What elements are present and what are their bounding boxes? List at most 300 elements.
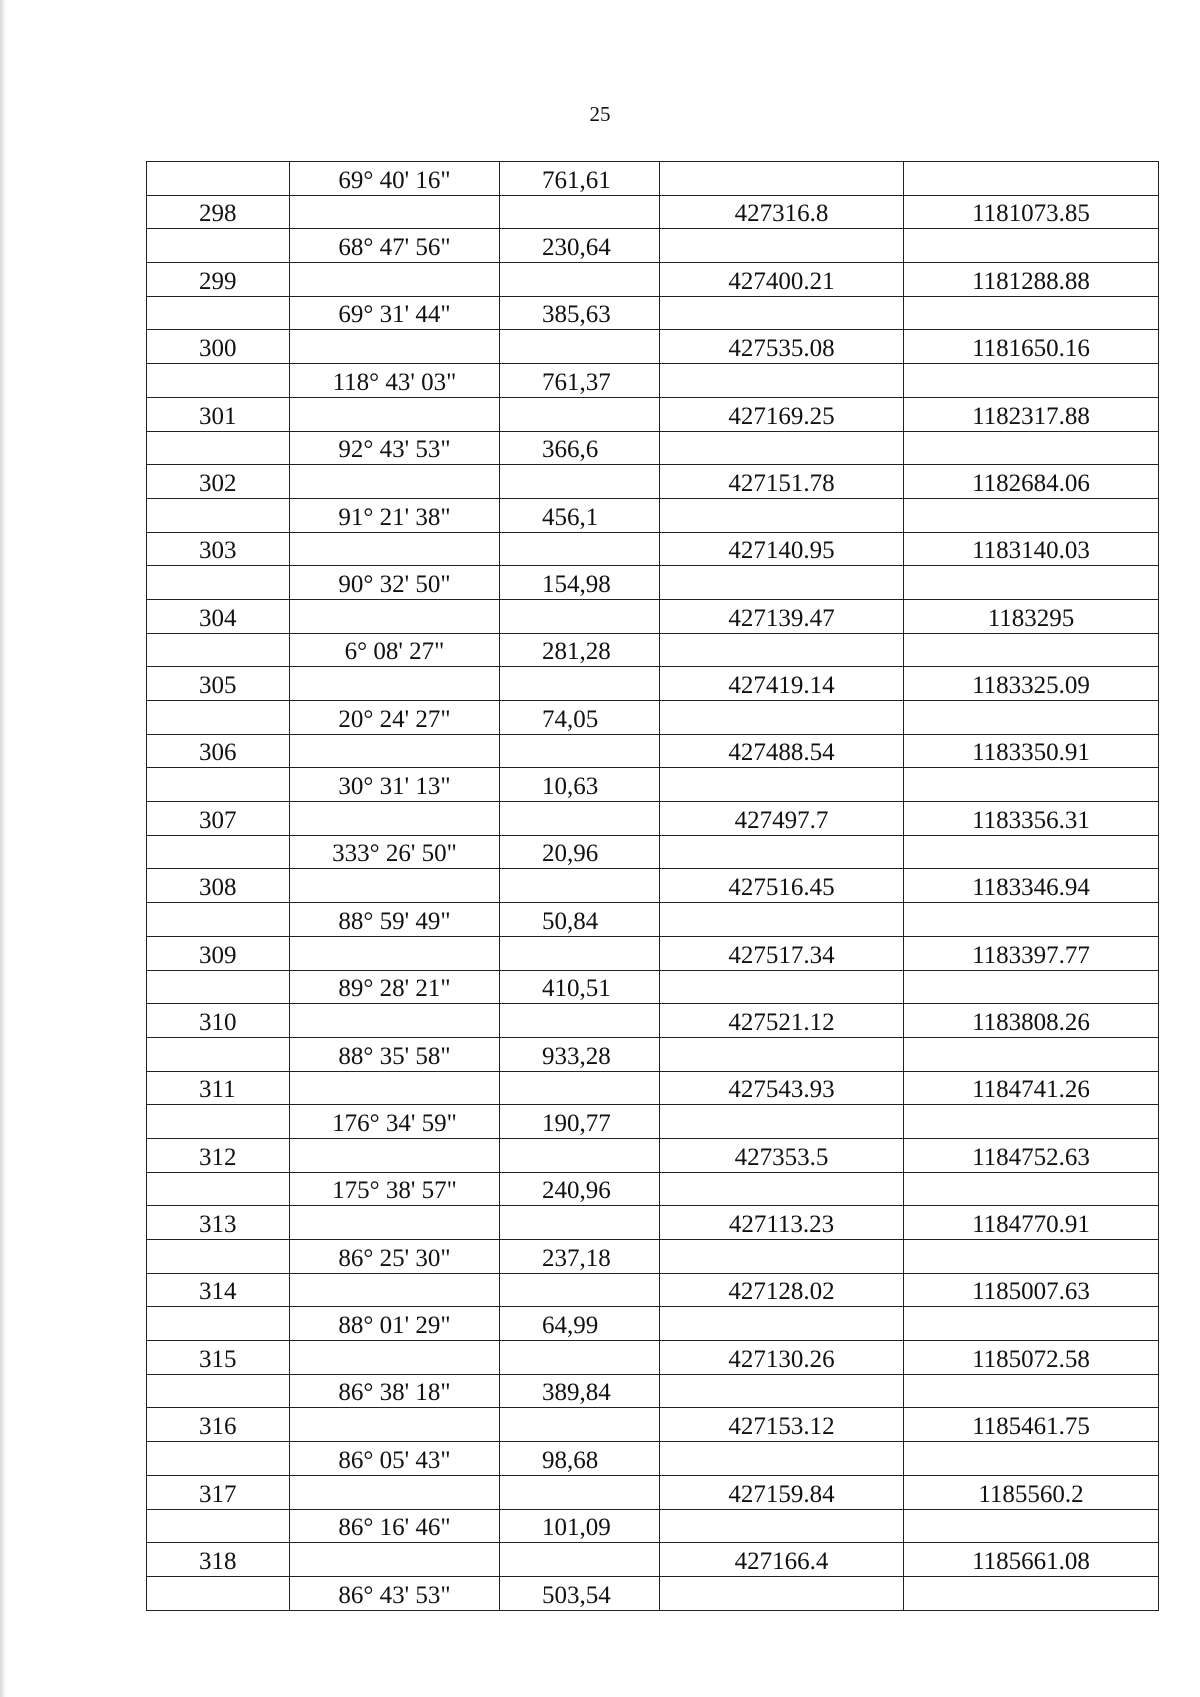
x-coordinate-cell bbox=[660, 599, 904, 633]
point-number-cell-text: 309 bbox=[199, 941, 237, 969]
direction-angle-cell-text: 333° 26' 50" bbox=[332, 840, 457, 868]
distance-cell-text: 154,98 bbox=[542, 570, 611, 598]
point-number-cell-text: 305 bbox=[199, 672, 237, 699]
y-coordinate-cell bbox=[904, 701, 1159, 735]
y-coordinate-cell-text: 1185560.2 bbox=[978, 1480, 1084, 1508]
y-coordinate-cell-text: 1185661.08 bbox=[972, 1547, 1090, 1575]
direction-angle-cell bbox=[290, 802, 500, 836]
point-number-cell-text: 313 bbox=[199, 1211, 237, 1238]
x-coordinate-cell-text: 427516.45 bbox=[728, 874, 835, 902]
direction-angle-cell bbox=[290, 1475, 500, 1509]
direction-angle-cell bbox=[290, 936, 500, 970]
distance-cell bbox=[500, 1240, 660, 1274]
direction-angle-cell bbox=[290, 768, 500, 802]
x-coordinate-cell-text: 427419.14 bbox=[728, 672, 835, 699]
table-row bbox=[147, 431, 1159, 465]
y-coordinate-cell-text: 1183397.77 bbox=[972, 941, 1090, 969]
distance-cell bbox=[500, 1105, 660, 1139]
y-coordinate-cell bbox=[904, 465, 1159, 499]
point-number-cell bbox=[147, 1341, 290, 1375]
point-number-cell bbox=[147, 1172, 290, 1206]
point-number-cell bbox=[147, 599, 290, 633]
y-coordinate-cell-text: 1183346.94 bbox=[972, 874, 1090, 902]
y-coordinate-cell bbox=[904, 296, 1159, 330]
x-coordinate-cell bbox=[660, 1307, 904, 1341]
distance-cell bbox=[500, 1509, 660, 1543]
table-row bbox=[147, 1341, 1159, 1375]
distance-cell-text: 190,77 bbox=[542, 1109, 611, 1137]
direction-angle-cell bbox=[290, 162, 500, 196]
x-coordinate-cell-text: 427497.7 bbox=[734, 806, 829, 834]
table-row bbox=[147, 1509, 1159, 1543]
distance-cell bbox=[500, 162, 660, 196]
direction-angle-cell-text: 6° 08' 27" bbox=[344, 638, 445, 666]
table-row bbox=[147, 734, 1159, 768]
point-number-cell-text: 302 bbox=[199, 469, 237, 497]
y-coordinate-cell-text: 1183356.31 bbox=[972, 806, 1090, 834]
distance-cell bbox=[500, 195, 660, 229]
point-number-cell bbox=[147, 263, 290, 297]
y-coordinate-cell bbox=[904, 229, 1159, 263]
table-row bbox=[147, 1543, 1159, 1577]
y-coordinate-cell bbox=[904, 633, 1159, 667]
x-coordinate-cell bbox=[660, 1240, 904, 1274]
y-coordinate-cell bbox=[904, 162, 1159, 196]
table-row bbox=[147, 195, 1159, 229]
distance-cell bbox=[500, 970, 660, 1004]
direction-angle-cell-text: 86° 05' 43" bbox=[338, 1446, 451, 1474]
distance-cell bbox=[500, 532, 660, 566]
y-coordinate-cell bbox=[904, 364, 1159, 398]
x-coordinate-cell-text: 427151.78 bbox=[728, 469, 835, 497]
x-coordinate-cell bbox=[660, 1206, 904, 1240]
x-coordinate-cell-text: 427166.4 bbox=[734, 1547, 829, 1575]
direction-angle-cell bbox=[290, 599, 500, 633]
y-coordinate-cell bbox=[904, 970, 1159, 1004]
distance-cell bbox=[500, 1475, 660, 1509]
table-row bbox=[147, 599, 1159, 633]
y-coordinate-cell-text: 1181288.88 bbox=[972, 267, 1090, 295]
point-number-cell bbox=[147, 397, 290, 431]
point-number-cell bbox=[147, 1206, 290, 1240]
point-number-cell bbox=[147, 229, 290, 263]
point-number-cell bbox=[147, 1408, 290, 1442]
point-number-cell bbox=[147, 162, 290, 196]
x-coordinate-cell bbox=[660, 1105, 904, 1139]
point-number-cell bbox=[147, 1374, 290, 1408]
direction-angle-cell-text: 118° 43' 03" bbox=[332, 368, 457, 396]
x-coordinate-cell bbox=[660, 633, 904, 667]
point-number-cell bbox=[147, 835, 290, 869]
direction-angle-cell bbox=[290, 734, 500, 768]
table-row bbox=[147, 1138, 1159, 1172]
point-number-cell bbox=[147, 633, 290, 667]
direction-angle-cell-text: 69° 31' 44" bbox=[338, 301, 451, 329]
direction-angle-cell bbox=[290, 1307, 500, 1341]
y-coordinate-cell bbox=[904, 1475, 1159, 1509]
direction-angle-cell bbox=[290, 296, 500, 330]
table-row bbox=[147, 633, 1159, 667]
table-row bbox=[147, 835, 1159, 869]
point-number-cell-text: 299 bbox=[199, 267, 237, 295]
direction-angle-cell-text: 68° 47' 56" bbox=[338, 234, 451, 262]
x-coordinate-cell-text: 427130.26 bbox=[728, 1345, 835, 1373]
point-number-cell bbox=[147, 1037, 290, 1071]
direction-angle-cell bbox=[290, 1138, 500, 1172]
x-coordinate-cell-text: 427517.34 bbox=[728, 941, 835, 969]
y-coordinate-cell bbox=[904, 1408, 1159, 1442]
point-number-cell bbox=[147, 1105, 290, 1139]
distance-cell bbox=[500, 1374, 660, 1408]
x-coordinate-cell bbox=[660, 1138, 904, 1172]
point-number-cell bbox=[147, 970, 290, 1004]
point-number-cell bbox=[147, 936, 290, 970]
direction-angle-cell bbox=[290, 195, 500, 229]
x-coordinate-cell bbox=[660, 1543, 904, 1577]
y-coordinate-cell bbox=[904, 1307, 1159, 1341]
direction-angle-cell-text: 20° 24' 27" bbox=[338, 705, 451, 733]
point-number-cell-text: 307 bbox=[199, 806, 237, 834]
direction-angle-cell-text: 86° 38' 18" bbox=[338, 1379, 451, 1407]
y-coordinate-cell bbox=[904, 835, 1159, 869]
y-coordinate-cell-text: 1185072.58 bbox=[972, 1345, 1090, 1373]
direction-angle-cell bbox=[290, 1240, 500, 1274]
y-coordinate-cell-text: 1185007.63 bbox=[972, 1278, 1090, 1306]
x-coordinate-cell-text: 427353.5 bbox=[734, 1143, 829, 1171]
direction-angle-cell-text: 88° 01' 29" bbox=[338, 1312, 451, 1340]
x-coordinate-cell-text: 427139.47 bbox=[728, 604, 835, 632]
point-number-cell bbox=[147, 768, 290, 802]
direction-angle-cell bbox=[290, 465, 500, 499]
y-coordinate-cell-text: 1181650.16 bbox=[972, 335, 1090, 363]
direction-angle-cell-text: 86° 16' 46" bbox=[338, 1514, 451, 1542]
x-coordinate-cell bbox=[660, 330, 904, 364]
table-row bbox=[147, 869, 1159, 903]
distance-cell bbox=[500, 869, 660, 903]
distance-cell bbox=[500, 566, 660, 600]
coordinates-table bbox=[146, 161, 1159, 1611]
distance-cell bbox=[500, 903, 660, 937]
y-coordinate-cell bbox=[904, 1240, 1159, 1274]
distance-cell bbox=[500, 263, 660, 297]
x-coordinate-cell bbox=[660, 1374, 904, 1408]
direction-angle-cell bbox=[290, 835, 500, 869]
distance-cell-text: 20,96 bbox=[542, 840, 599, 868]
x-coordinate-cell bbox=[660, 498, 904, 532]
y-coordinate-cell-text: 1183350.91 bbox=[972, 739, 1090, 767]
distance-cell bbox=[500, 330, 660, 364]
direction-angle-cell bbox=[290, 1037, 500, 1071]
table-row bbox=[147, 701, 1159, 735]
distance-cell bbox=[500, 431, 660, 465]
direction-angle-cell bbox=[290, 397, 500, 431]
table-row bbox=[147, 1240, 1159, 1274]
y-coordinate-cell bbox=[904, 532, 1159, 566]
distance-cell-text: 98,68 bbox=[542, 1446, 599, 1474]
y-coordinate-cell bbox=[904, 1576, 1159, 1610]
table-row bbox=[147, 397, 1159, 431]
point-number-cell bbox=[147, 1475, 290, 1509]
direction-angle-cell bbox=[290, 1509, 500, 1543]
table-row bbox=[147, 1105, 1159, 1139]
distance-cell bbox=[500, 1442, 660, 1476]
table-row bbox=[147, 936, 1159, 970]
x-coordinate-cell bbox=[660, 364, 904, 398]
y-coordinate-cell bbox=[904, 1172, 1159, 1206]
x-coordinate-cell bbox=[660, 296, 904, 330]
direction-angle-cell bbox=[290, 1004, 500, 1038]
direction-angle-cell bbox=[290, 1105, 500, 1139]
point-number-cell bbox=[147, 465, 290, 499]
x-coordinate-cell-text: 427488.54 bbox=[728, 739, 835, 767]
y-coordinate-cell-text: 1184752.63 bbox=[972, 1143, 1090, 1171]
y-coordinate-cell bbox=[904, 498, 1159, 532]
point-number-cell bbox=[147, 1442, 290, 1476]
y-coordinate-cell-text: 1182684.06 bbox=[972, 469, 1090, 497]
point-number-cell-text: 308 bbox=[199, 874, 237, 902]
table-row bbox=[147, 1037, 1159, 1071]
point-number-cell-text: 303 bbox=[199, 537, 237, 565]
direction-angle-cell bbox=[290, 1206, 500, 1240]
x-coordinate-cell bbox=[660, 1408, 904, 1442]
distance-cell-text: 230,64 bbox=[542, 234, 611, 262]
y-coordinate-cell bbox=[904, 936, 1159, 970]
table-row bbox=[147, 1576, 1159, 1610]
point-number-cell bbox=[147, 1307, 290, 1341]
distance-cell bbox=[500, 768, 660, 802]
x-coordinate-cell-text: 427521.12 bbox=[728, 1008, 835, 1036]
point-number-cell bbox=[147, 1543, 290, 1577]
distance-cell bbox=[500, 465, 660, 499]
x-coordinate-cell bbox=[660, 1172, 904, 1206]
x-coordinate-cell-text: 427159.84 bbox=[728, 1480, 835, 1508]
table-row bbox=[147, 970, 1159, 1004]
point-number-cell bbox=[147, 1071, 290, 1105]
distance-cell bbox=[500, 1307, 660, 1341]
x-coordinate-cell bbox=[660, 835, 904, 869]
point-number-cell-text: 306 bbox=[199, 739, 237, 767]
direction-angle-cell bbox=[290, 633, 500, 667]
x-coordinate-cell bbox=[660, 802, 904, 836]
y-coordinate-cell-text: 1183325.09 bbox=[972, 672, 1090, 699]
direction-angle-cell-text: 88° 59' 49" bbox=[338, 907, 451, 935]
point-number-cell bbox=[147, 1509, 290, 1543]
x-coordinate-cell-text: 427153.12 bbox=[728, 1413, 835, 1441]
direction-angle-cell bbox=[290, 1543, 500, 1577]
y-coordinate-cell bbox=[904, 330, 1159, 364]
x-coordinate-cell bbox=[660, 229, 904, 263]
distance-cell bbox=[500, 667, 660, 701]
table-row bbox=[147, 768, 1159, 802]
point-number-cell bbox=[147, 1240, 290, 1274]
direction-angle-cell bbox=[290, 1172, 500, 1206]
distance-cell bbox=[500, 802, 660, 836]
y-coordinate-cell-text: 1184770.91 bbox=[972, 1211, 1090, 1238]
coordinates-table-body bbox=[147, 162, 1159, 1611]
y-coordinate-cell bbox=[904, 195, 1159, 229]
direction-angle-cell bbox=[290, 532, 500, 566]
direction-angle-cell-text: 90° 32' 50" bbox=[338, 570, 451, 598]
direction-angle-cell-text: 88° 35' 58" bbox=[338, 1042, 451, 1070]
distance-cell bbox=[500, 1576, 660, 1610]
distance-cell bbox=[500, 397, 660, 431]
direction-angle-cell bbox=[290, 701, 500, 735]
distance-cell-text: 50,84 bbox=[542, 907, 599, 935]
table-row bbox=[147, 296, 1159, 330]
direction-angle-cell bbox=[290, 263, 500, 297]
point-number-cell bbox=[147, 364, 290, 398]
x-coordinate-cell bbox=[660, 936, 904, 970]
y-coordinate-cell-text: 1182317.88 bbox=[972, 402, 1090, 430]
direction-angle-cell-text: 69° 40' 16" bbox=[338, 166, 451, 194]
y-coordinate-cell bbox=[904, 1138, 1159, 1172]
distance-cell bbox=[500, 1071, 660, 1105]
table-row bbox=[147, 667, 1159, 701]
table-row bbox=[147, 364, 1159, 398]
x-coordinate-cell-text: 427169.25 bbox=[728, 402, 835, 430]
point-number-cell bbox=[147, 701, 290, 735]
point-number-cell bbox=[147, 1273, 290, 1307]
point-number-cell bbox=[147, 498, 290, 532]
x-coordinate-cell bbox=[660, 431, 904, 465]
y-coordinate-cell-text: 1183295 bbox=[987, 604, 1075, 632]
x-coordinate-cell bbox=[660, 1071, 904, 1105]
table-row bbox=[147, 1273, 1159, 1307]
distance-cell bbox=[500, 1273, 660, 1307]
x-coordinate-cell bbox=[660, 667, 904, 701]
x-coordinate-cell bbox=[660, 397, 904, 431]
page-number: 25 bbox=[589, 102, 611, 126]
table-row bbox=[147, 229, 1159, 263]
y-coordinate-cell bbox=[904, 1341, 1159, 1375]
y-coordinate-cell bbox=[904, 869, 1159, 903]
table-row bbox=[147, 1442, 1159, 1476]
y-coordinate-cell-text: 1183808.26 bbox=[972, 1008, 1090, 1036]
point-number-cell bbox=[147, 566, 290, 600]
direction-angle-cell-text: 86° 43' 53" bbox=[338, 1581, 451, 1609]
direction-angle-cell bbox=[290, 330, 500, 364]
direction-angle-cell bbox=[290, 1576, 500, 1610]
x-coordinate-cell-text: 427400.21 bbox=[728, 267, 835, 295]
y-coordinate-cell bbox=[904, 734, 1159, 768]
x-coordinate-cell bbox=[660, 1004, 904, 1038]
direction-angle-cell-text: 91° 21' 38" bbox=[338, 503, 451, 531]
scan-edge-shadow bbox=[0, 0, 6, 1697]
distance-cell-text: 74,05 bbox=[542, 705, 599, 733]
distance-cell-text: 366,6 bbox=[542, 436, 599, 464]
y-coordinate-cell bbox=[904, 1004, 1159, 1038]
direction-angle-cell bbox=[290, 667, 500, 701]
point-number-cell bbox=[147, 734, 290, 768]
x-coordinate-cell bbox=[660, 869, 904, 903]
distance-cell-text: 389,84 bbox=[542, 1379, 611, 1407]
table-row bbox=[147, 162, 1159, 196]
y-coordinate-cell bbox=[904, 1105, 1159, 1139]
table-row bbox=[147, 566, 1159, 600]
point-number-cell-text: 318 bbox=[199, 1547, 237, 1575]
direction-angle-cell bbox=[290, 364, 500, 398]
x-coordinate-cell-text: 427113.23 bbox=[728, 1211, 835, 1238]
point-number-cell-text: 304 bbox=[199, 604, 237, 632]
point-number-cell bbox=[147, 431, 290, 465]
x-coordinate-cell bbox=[660, 768, 904, 802]
distance-cell-text: 64,99 bbox=[542, 1312, 599, 1340]
y-coordinate-cell bbox=[904, 431, 1159, 465]
distance-cell bbox=[500, 364, 660, 398]
y-coordinate-cell bbox=[904, 1543, 1159, 1577]
y-coordinate-cell bbox=[904, 1071, 1159, 1105]
y-coordinate-cell bbox=[904, 263, 1159, 297]
y-coordinate-cell bbox=[904, 1509, 1159, 1543]
x-coordinate-cell bbox=[660, 1341, 904, 1375]
x-coordinate-cell bbox=[660, 1475, 904, 1509]
x-coordinate-cell-text: 427535.08 bbox=[728, 335, 835, 363]
y-coordinate-cell-text: 1184741.26 bbox=[972, 1076, 1090, 1104]
distance-cell bbox=[500, 1206, 660, 1240]
table-row bbox=[147, 1408, 1159, 1442]
point-number-cell bbox=[147, 667, 290, 701]
y-coordinate-cell bbox=[904, 768, 1159, 802]
direction-angle-cell-text: 30° 31' 13" bbox=[338, 773, 451, 801]
point-number-cell bbox=[147, 802, 290, 836]
x-coordinate-cell bbox=[660, 734, 904, 768]
direction-angle-cell-text: 92° 43' 53" bbox=[338, 436, 451, 464]
x-coordinate-cell-text: 427316.8 bbox=[734, 200, 829, 228]
point-number-cell bbox=[147, 1138, 290, 1172]
distance-cell-text: 761,37 bbox=[542, 368, 611, 396]
y-coordinate-cell bbox=[904, 1206, 1159, 1240]
distance-cell bbox=[500, 1408, 660, 1442]
table-row bbox=[147, 498, 1159, 532]
table-row bbox=[147, 330, 1159, 364]
direction-angle-cell bbox=[290, 431, 500, 465]
point-number-cell-text: 316 bbox=[199, 1413, 237, 1441]
y-coordinate-cell bbox=[904, 1273, 1159, 1307]
x-coordinate-cell bbox=[660, 1576, 904, 1610]
table-row bbox=[147, 802, 1159, 836]
distance-cell bbox=[500, 633, 660, 667]
point-number-cell bbox=[147, 1576, 290, 1610]
table-row bbox=[147, 465, 1159, 499]
distance-cell-text: 503,54 bbox=[542, 1581, 611, 1609]
distance-cell bbox=[500, 1172, 660, 1206]
x-coordinate-cell bbox=[660, 162, 904, 196]
x-coordinate-cell bbox=[660, 566, 904, 600]
x-coordinate-cell bbox=[660, 1509, 904, 1543]
point-number-cell-text: 312 bbox=[199, 1143, 237, 1171]
table-row bbox=[147, 1206, 1159, 1240]
point-number-cell bbox=[147, 903, 290, 937]
direction-angle-cell bbox=[290, 869, 500, 903]
direction-angle-cell bbox=[290, 970, 500, 1004]
x-coordinate-cell bbox=[660, 195, 904, 229]
y-coordinate-cell-text: 1183140.03 bbox=[972, 537, 1090, 565]
y-coordinate-cell bbox=[904, 1442, 1159, 1476]
table-row bbox=[147, 903, 1159, 937]
direction-angle-cell bbox=[290, 566, 500, 600]
x-coordinate-cell bbox=[660, 263, 904, 297]
distance-cell-text: 10,63 bbox=[542, 773, 599, 801]
point-number-cell-text: 310 bbox=[199, 1008, 237, 1036]
x-coordinate-cell bbox=[660, 903, 904, 937]
distance-cell bbox=[500, 229, 660, 263]
table-row bbox=[147, 1374, 1159, 1408]
distance-cell-text: 456,1 bbox=[542, 503, 599, 531]
y-coordinate-cell-text: 1185461.75 bbox=[972, 1413, 1090, 1441]
x-coordinate-cell-text: 427543.93 bbox=[728, 1076, 835, 1104]
direction-angle-cell bbox=[290, 229, 500, 263]
direction-angle-cell bbox=[290, 903, 500, 937]
